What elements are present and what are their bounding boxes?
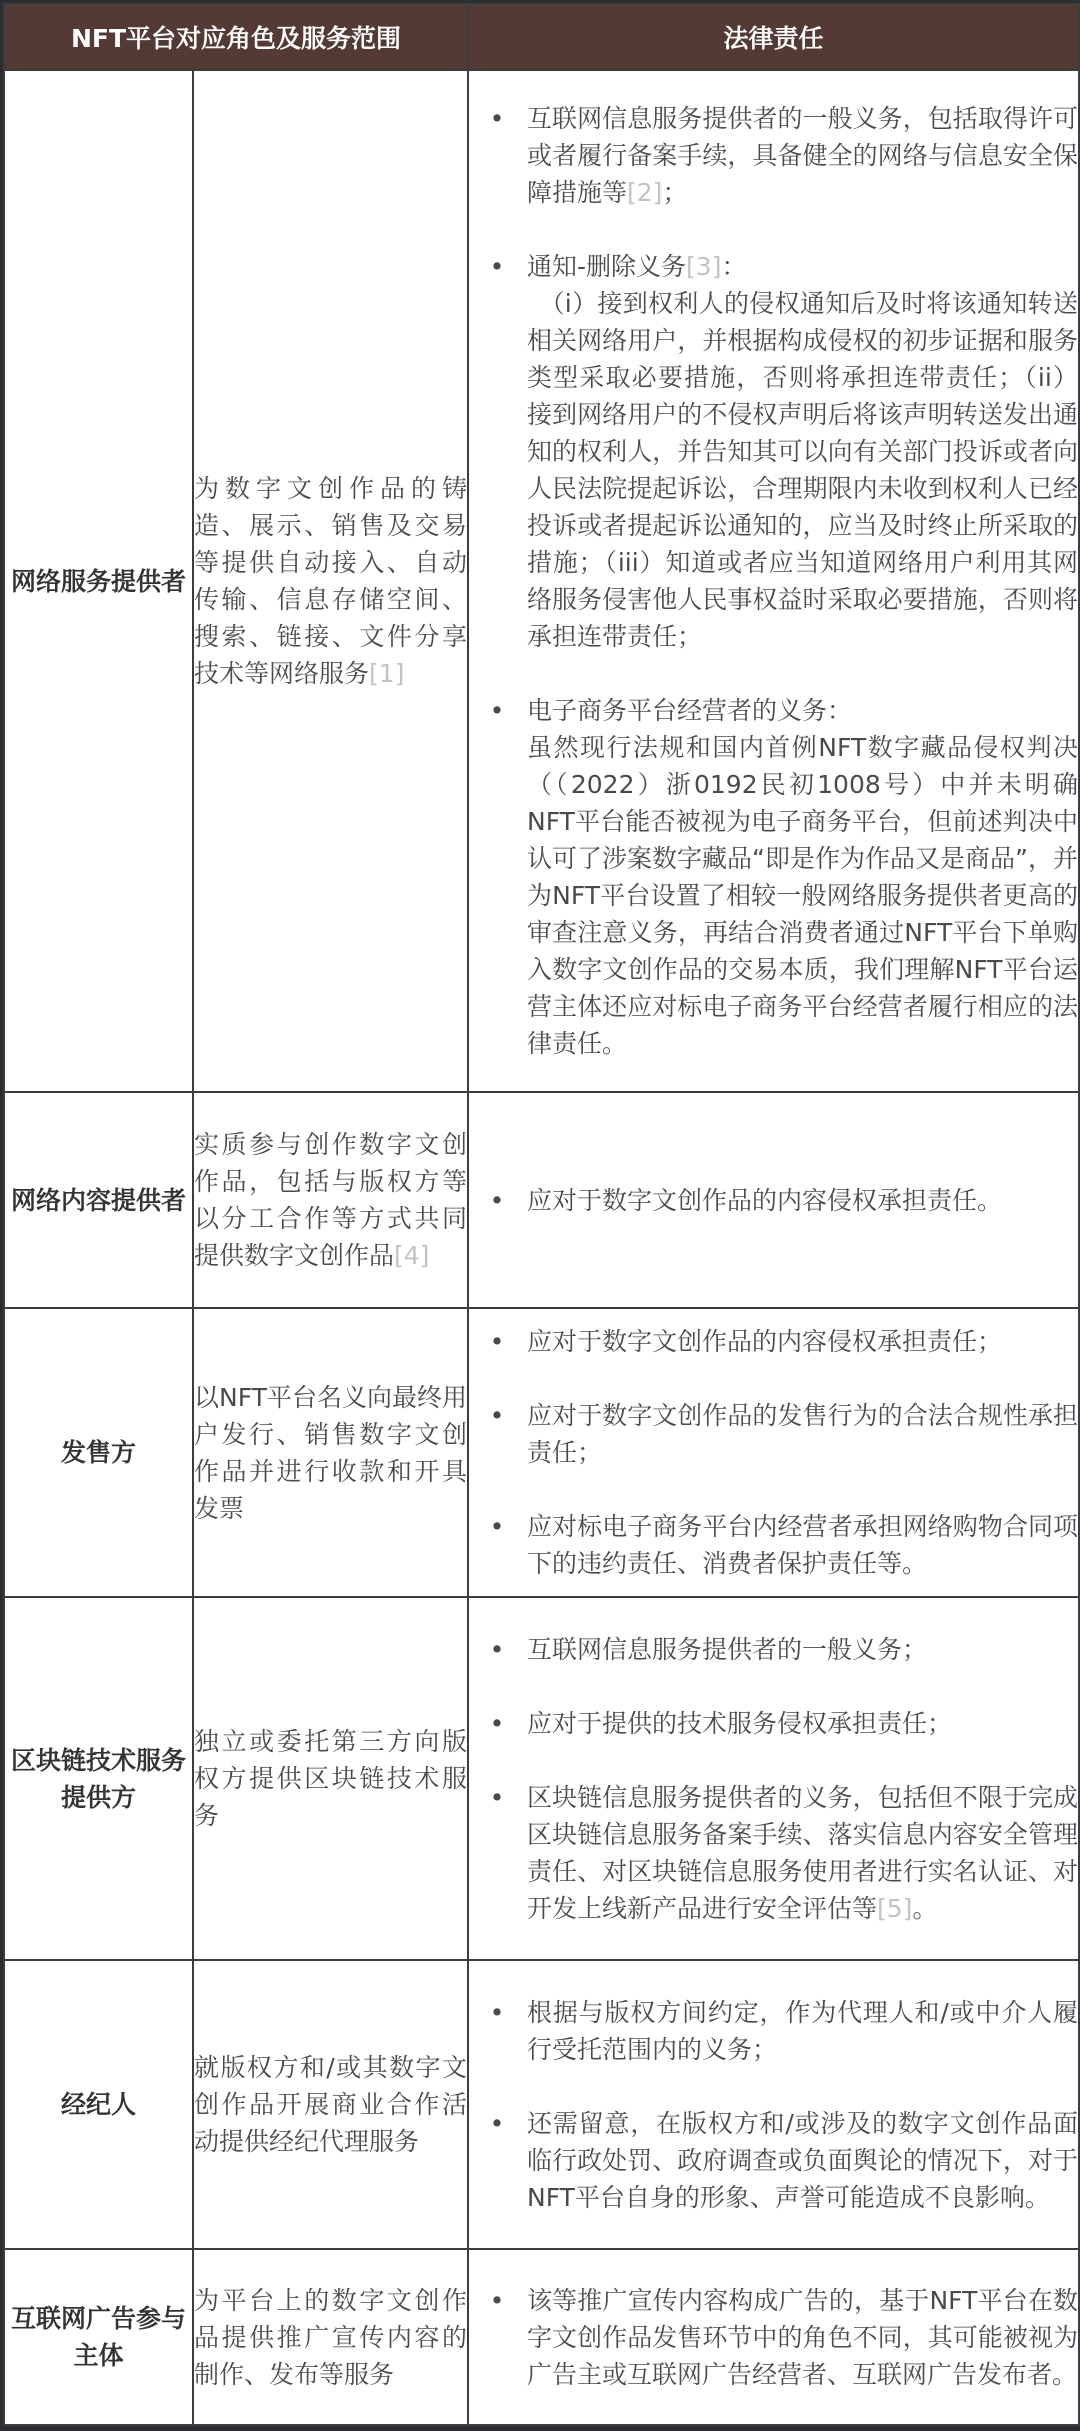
header-role-scope: NFT平台对应角色及服务范围 — [4, 4, 468, 70]
reference-link[interactable]: [5] — [877, 1893, 913, 1923]
table-row — [4, 1960, 1079, 2249]
scope-text: 为平台上的数字文创作品提供推广宣传内容的制作、发布等服务 — [194, 2285, 467, 2389]
table-row — [4, 2249, 1079, 2425]
duty-list — [469, 1323, 1078, 1582]
role-cell: 发售方 — [4, 1308, 193, 1597]
duty-item: • 应对于数字文创作品的发售行为的合法合规性承担责任； — [469, 1397, 1078, 1471]
reference-link[interactable]: [4] — [394, 1241, 430, 1270]
duty-item: • 应对于数字文创作品的内容侵权承担责任。 — [469, 1182, 1078, 1219]
duty-list — [469, 100, 1078, 1062]
duty-cell — [468, 1597, 1079, 1960]
duty-item: • 通知-删除义务[3]： （i）接到权利人的侵权通知后及时将该通知转送相关网络用户，并根据构成侵权的初步证据和服务类型采取必要措施，否则将承担连带责任；（ii）接到网络用户的不侵权声明后将该声明转送发出通知的权利人，并告知其可以向有关部门投诉或者向人民法院提起诉讼，合理期限内未收到权利人已经投诉或者提起诉讼通知的，应当及时终止所采取的措施；（iii）知道或者应当知道网络用户利用其网络服务侵害他人民事权益时采取必要措施，否则将承担连带责任； — [469, 248, 1078, 655]
table-row — [4, 1597, 1079, 1960]
role-cell: 经纪人 — [4, 1960, 193, 2249]
duty-item: • 互联网信息服务提供者的一般义务； — [469, 1631, 1078, 1668]
duty-item: • 还需留意，在版权方和/或涉及的数字文创作品面临行政处罚、政府调查或负面舆论的情况下，对于NFT平台自身的形象、声誉可能造成不良影响。 — [469, 2105, 1078, 2216]
duty-list — [469, 1994, 1078, 2216]
duty-item: • 互联网信息服务提供者的一般义务，包括取得许可或者履行备案手续，具备健全的网络与信息安全保障措施等[2]； — [469, 100, 1078, 211]
duty-item: • 根据与版权方间约定，作为代理人和/或中介人履行受托范围内的义务； — [469, 1994, 1078, 2068]
duty-cell — [468, 70, 1079, 1092]
duty-item: • 电子商务平台经营者的义务： 虽然现行法规和国内首例NFT数字藏品侵权判决（（2022）浙0192民初1008号）中并未明确NFT平台能否被视为电子商务平台，但前述判决中认可了涉案数字藏品“即是作为作品又是商品”，并为NFT平台设置了相较一般网络服务提供者更高的审查注意义务，再结合消费者通过NFT平台下单购入数字文创作品的交易本质，我们理解NFT平台运营主体还应对标电子商务平台经营者履行相应的法律责任。 — [469, 692, 1078, 1062]
bullet-icon: • — [489, 2108, 505, 2138]
bullet-icon: • — [489, 1634, 505, 1664]
duty-item: • 应对于数字文创作品的内容侵权承担责任； — [469, 1323, 1078, 1360]
bullet-icon: • — [489, 1708, 505, 1738]
reference-link[interactable]: [3] — [686, 252, 722, 281]
bullet-icon: • — [489, 1512, 505, 1541]
table-row — [4, 1308, 1079, 1597]
scope-cell — [193, 1597, 468, 1960]
bullet-icon: • — [489, 1401, 505, 1430]
bullet-icon: • — [489, 1997, 505, 2027]
bullet-icon: • — [489, 1185, 505, 1215]
reference-link[interactable]: [2] — [627, 178, 663, 207]
table-header-row — [4, 4, 1079, 70]
duty-detail: 虽然现行法规和国内首例NFT数字藏品侵权判决（（2022）浙0192民初1008号）中并未明确NFT平台能否被视为电子商务平台，但前述判决中认可了涉案数字藏品“即是作为作品又是商品”，并为NFT平台设置了相较一般网络服务提供者更高的审查注意义务，再结合消费者通过NFT平台下单购入数字文创作品的交易本质，我们理解NFT平台运营主体还应对标电子商务平台经营者履行相应的法律责任。 — [527, 733, 1078, 1058]
reference-link[interactable]: [1] — [369, 659, 405, 688]
bullet-icon: • — [489, 1782, 505, 1812]
scope-text: 实质参与创作数字文创作品，包括与版权方等以分工合作等方式共同提供数字文创作品 — [194, 1130, 467, 1270]
duty-detail: （i）接到权利人的侵权通知后及时将该通知转送相关网络用户，并根据构成侵权的初步证据和服务类型采取必要措施，否则将承担连带责任；（ii）接到网络用户的不侵权声明后将该声明转送发出通知的权利人，并告知其可以向有关部门投诉或者向人民法院提起诉讼，合理期限内未收到权利人已经投诉或者提起诉讼通知的，应当及时终止所采取的措施；（iii）知道或者应当知道网络用户利用其网络服务侵害他人民事权益时采取必要措施，否则将承担连带责任； — [527, 289, 1078, 651]
bullet-icon: • — [489, 696, 505, 725]
duty-cell — [468, 1308, 1079, 1597]
scope-cell — [193, 70, 468, 1092]
table-row — [4, 70, 1079, 1092]
scope-cell — [193, 1092, 468, 1308]
scope-text: 独立或委托第三方向版权方提供区块链技术服务 — [194, 1727, 467, 1830]
scope-text: 为数字文创作品的铸造、展示、销售及交易等提供自动接入、自动传输、信息存储空间、搜索、链接、文件分享技术等网络服务 — [194, 474, 467, 688]
role-cell: 区块链技术服务提供方 — [4, 1597, 193, 1960]
table-row — [4, 1092, 1079, 1308]
duty-list — [469, 1182, 1078, 1219]
nft-legal-responsibility-table — [3, 3, 1080, 2426]
duty-list — [469, 1631, 1078, 1927]
duty-cell — [468, 1092, 1079, 1308]
bullet-icon: • — [489, 1327, 505, 1356]
duty-cell — [468, 2249, 1079, 2425]
duty-item: • 应对标电子商务平台内经营者承担网络购物合同项下的违约责任、消费者保护责任等。 — [469, 1508, 1078, 1582]
duty-item: • 该等推广宣传内容构成广告的，基于NFT平台在数字文创作品发售环节中的角色不同，其可能被视为广告主或互联网广告经营者、互联网广告发布者。 — [469, 2282, 1078, 2393]
bullet-icon: • — [489, 104, 505, 133]
role-cell: 网络内容提供者 — [4, 1092, 193, 1308]
scope-text: 以NFT平台名义向最终用户发行、销售数字文创作品并进行收款和开具发票 — [194, 1382, 467, 1523]
scope-cell — [193, 1308, 468, 1597]
bullet-icon: • — [489, 2285, 505, 2315]
duty-item: • 区块链信息服务提供者的义务，包括但不限于完成区块链信息服务备案手续、落实信息内容安全管理责任、对区块链信息服务使用者进行实名认证、对开发上线新产品进行安全评估等[5]。 — [469, 1779, 1078, 1927]
role-cell: 互联网广告参与主体 — [4, 2249, 193, 2425]
header-legal-responsibility: 法律责任 — [468, 4, 1079, 70]
duty-cell — [468, 1960, 1079, 2249]
role-cell: 网络服务提供者 — [4, 70, 193, 1092]
bullet-icon: • — [489, 252, 505, 281]
scope-text: 就版权方和/或其数字文创作品开展商业合作活动提供经纪代理服务 — [194, 2053, 467, 2156]
scope-cell — [193, 1960, 468, 2249]
scope-cell — [193, 2249, 468, 2425]
duty-item: • 应对于提供的技术服务侵权承担责任； — [469, 1705, 1078, 1742]
duty-list — [469, 2282, 1078, 2393]
